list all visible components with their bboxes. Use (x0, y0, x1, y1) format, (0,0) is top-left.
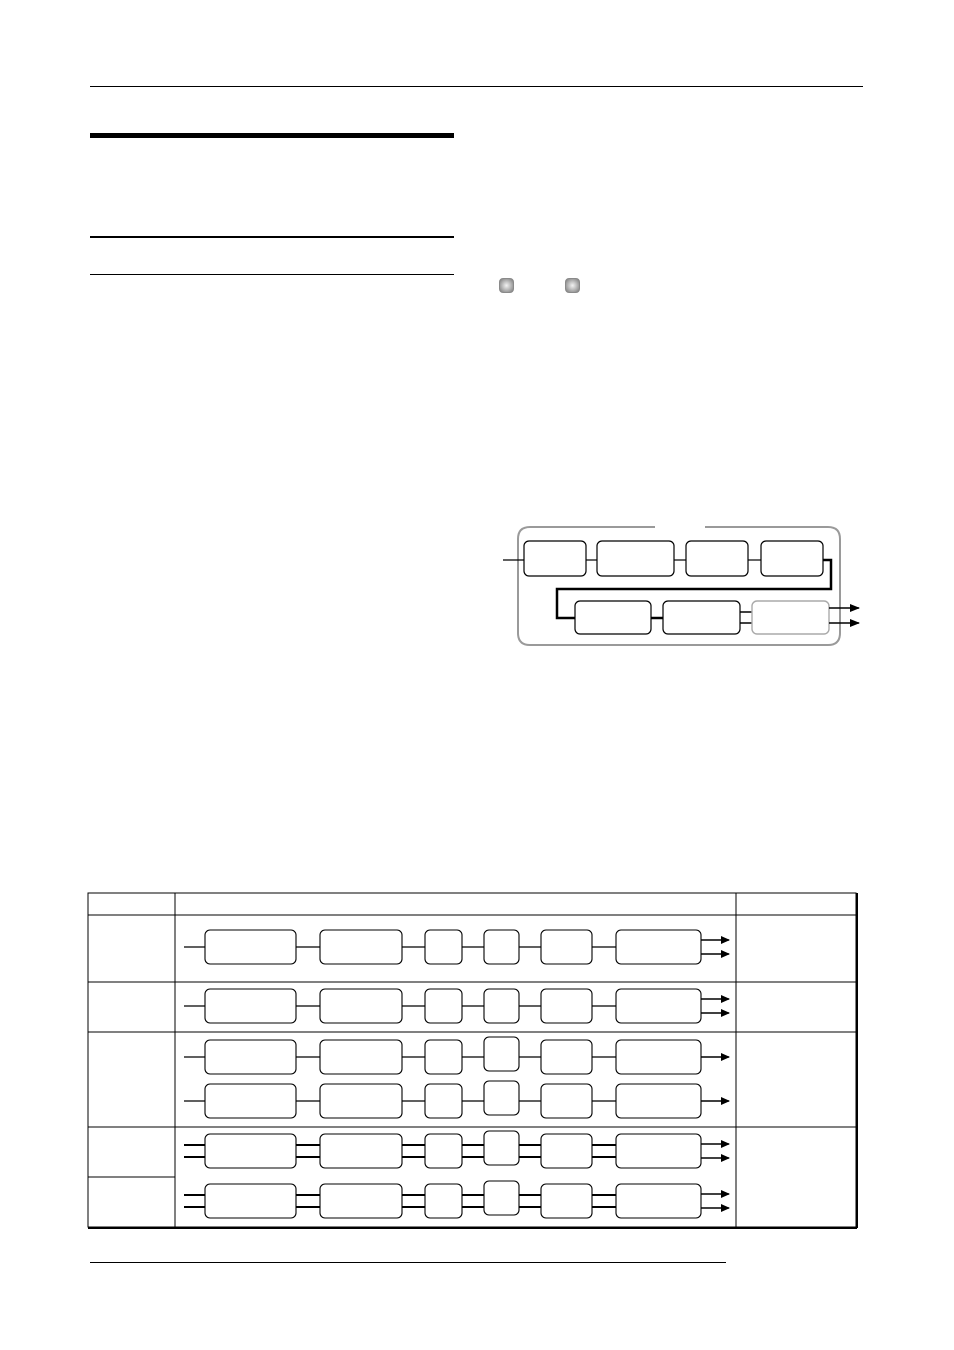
module-4-2 (320, 1084, 402, 1118)
module-3-4 (484, 1037, 519, 1071)
module-6-1 (205, 1184, 296, 1218)
module-3-3 (425, 1040, 462, 1074)
module-4-4 (484, 1081, 519, 1115)
module-2-2 (320, 989, 402, 1023)
module-1-4 (484, 930, 519, 964)
module-4-1 (205, 1084, 296, 1118)
table-frame (88, 893, 856, 1227)
module-3-5 (541, 1040, 592, 1074)
module-4-5 (541, 1084, 592, 1118)
module-1-5 (541, 930, 592, 964)
module-3-2 (320, 1040, 402, 1074)
module-1-2 (320, 930, 402, 964)
module-5-1 (205, 1134, 296, 1168)
module-6-4 (484, 1181, 519, 1215)
module-5-5 (541, 1134, 592, 1168)
module-2-5 (541, 989, 592, 1023)
module-1-3 (425, 930, 462, 964)
module-4-3 (425, 1084, 462, 1118)
module-4-6 (616, 1084, 701, 1118)
module-5-2 (320, 1134, 402, 1168)
module-5-4 (484, 1131, 519, 1165)
module-1-6 (616, 930, 701, 964)
module-2-3 (425, 989, 462, 1023)
module-2-1 (205, 989, 296, 1023)
module-2-6 (616, 989, 701, 1023)
module-6-5 (541, 1184, 592, 1218)
module-6-6 (616, 1184, 701, 1218)
module-6-3 (425, 1184, 462, 1218)
module-1-1 (205, 930, 296, 964)
module-3-6 (616, 1040, 701, 1074)
module-2-4 (484, 989, 519, 1023)
module-3-1 (205, 1040, 296, 1074)
module-6-2 (320, 1184, 402, 1218)
module-5-3 (425, 1134, 462, 1168)
module-5-6 (616, 1134, 701, 1168)
